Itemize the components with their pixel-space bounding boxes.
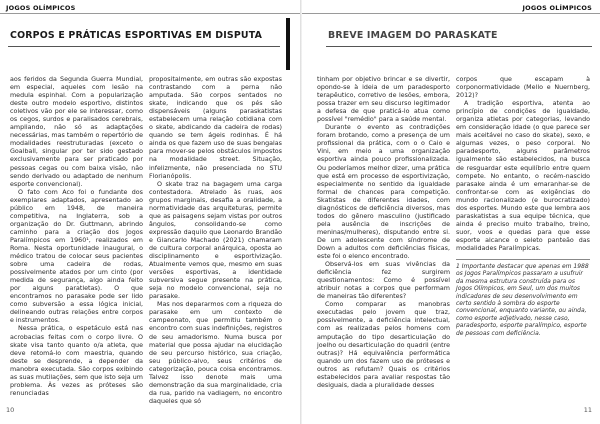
right-page: [302, 0, 600, 424]
paragraph: O skate traz na bagagem uma carga contestadora. Atrelado às ruas, aos grupos marginais, desafia a oralidade, a normatividade das arquiteturas, permite que as paisagens sejam vistas por outros ângulos, consolidando-se como expressão daquilo que Leonardo Brandão e Giancarlo Machado (2021) chamaram de cultura corporal anárquica, oposta ao disciplinamento e esportivização. Atualmente vemos que, mesmo em suas versões esportivas, a identidade subversiva segue presente na prática, seja no modelo convencional, seja no parasake.: [149, 180, 282, 301]
text-column-1: [10, 76, 143, 398]
text-column-4: [456, 76, 590, 253]
paragraph: corpos que escapam à corponormatividade (Mello e Nuernberg, 2012)?: [456, 76, 590, 100]
page-number: 11: [583, 406, 592, 414]
title-rule: [326, 46, 592, 47]
page-number: 10: [6, 406, 15, 414]
header-rule: [0, 13, 302, 14]
paragraph: aos feridos da Segunda Guerra Mundial, em especial, aqueles com lesão na medula espinhal. Com a popularização deste outro modelo esportivo, distintos coletivos vão por ele se interessar, como os cegos, surdos e paralisados cerebrais, ampliando, não só as adaptações necessárias, mas também o repertório de modalidades reestruturadas (exceto o Goalball, singular por ter sido gestado exclusivamente para ser praticado por pessoas cegas ou com baixa visão, não sendo derivado ou adaptado de nenhum esporte convencional).: [10, 76, 143, 188]
footnote-rule: [456, 259, 590, 260]
paragraph: Mas nos depararmos com a riqueza do parasake em um contexto de campeonato, que permitiu também o encontro com suas indefinições, registros de seu amadorismo. Numa busca por material que possa ajudar na elucidação de seu percurso histórico, sua criação, seu público-alvo, seus critérios de categorização, pouca coisa encontramos. Talvez isso denote mais uma demonstração da sua marginalidade, cria da rua, parido na vadiagem, no encontro daqueles que só: [149, 301, 282, 405]
paragraph: A tradição esportiva, atenta ao princípio de condições de igualdade, organiza atletas por categorias, levando em consideração idade (o que parece ser mais aceitável no caso do skate), sexo, e algumas vezes, o peso corporal. No paradesporto, alguns parâmetros igualmente são estabelecidos, na busca de resguardar este equilíbrio entre quem compete. No entanto, o recém-nascido parasake ainda é um emaranhar-se de confrontar-se com as exigências do mundo racionalizado (e burocratizado) dos esportes. Mundo este que lembra aos paraskatistas a sua equipe técnica, que ainda é preciso muito trabalho, treino, suor, voos e quedas para que esse esporte alcance o seleto panteão das modalidades Paralímpicas.: [456, 100, 590, 252]
paragraph: tinham por objetivo brincar e se divertir, opondo-se à ideia de um paradesporto terapêutico, corretivo de lesões, embora, possa trazer em seu discurso legitimador a defesa de que praticá-lo atua como possível "remédio" para a saúde mental.: [317, 76, 450, 124]
paragraph: Durante o evento as contradições foram brotando, como a presença de um profissional da prática, com o o Caio e Vini, em meio a uma organização esportiva ainda pouco profissionalizada. Ou poderíamos melhor dizer, uma prática que está em processo de esportivização, especialmente no sentido da igualdade formal de chances para competição. Skatistas de diferentes idades, com diagnósticos de deficiência diversos, mas todos do gênero masculino (justificado pela ausência de inscrições de meninas/mulheres), disputando entre si. De um adolescente com síndrome de Down a adultos com deficiências físicas, este foi o elenco encontrado.: [317, 124, 450, 261]
paragraph: Observá-los em suas vivências da deficiência fez surgirem questionamentos: Como é possível atribuir notas a corpos que performam de maneiras tão diferentes?: [317, 261, 450, 301]
title-accent-bar: [286, 18, 290, 70]
text-column-3: [317, 76, 450, 390]
section-title: CORPOS E PRÁTICAS ESPORTIVAS EM DISPUTA: [10, 30, 263, 41]
running-head: JOGOS OLÍMPICOS: [6, 4, 76, 12]
section-title: BREVE IMAGEM DO PARASKATE: [328, 30, 498, 41]
title-rule: [8, 46, 280, 47]
running-head: JOGOS OLÍMPICOS: [522, 4, 592, 12]
header-rule: [302, 13, 600, 14]
paragraph: propositalmente, em outras são expostas contrastando com a perna não amputada. São corpos sentados no skate, indicando que os pés são dispensáveis (alguns paraskatistas estabelecem uma relação cotidiana com o skate, abdicando da cadeira de rodas) quando se tem ágeis rodinhas. É há ainda os que fazem uso de suas bengalas para mover-se pelos obstáculos impostos na modalidade street. Situação, infelizmente, não presenciada no STU Florianópolis.: [149, 76, 282, 180]
text-column-2: [149, 76, 282, 406]
paragraph: Nessa prática, o espetáculo está nas acrobacias feitas com o corpo livre. O skate visa tanto quanto o/a atleta, que deve retomá-lo com maestria, quando deste se desprende, a depender da manobra executada. São corpos exibindo as suas mutilações, sem que isto seja um problema. Às vezes as próteses são renunciadas: [10, 325, 143, 397]
paragraph: Como comparar as manobras executadas pelo jovem que traz, possivelmente, a deficiência intelectual, com as realizadas pelos homens com amputação do tipo desarticulação do joelho ou desarticulação do quadril (entre outras)? Há equivalência performática quando um dos fazem uso de próteses e outros as refutam? Quais os critérios estabelecidos para avaliar respostas tão desiguais, dada a pluralidade desses: [317, 301, 450, 389]
footnote: 1 Importante destacar que apenas em 1988 os Jogos Paralímpicos passaram a usufruir da mesma estrutura construída para os Jogos Olímpicos, em Seul, um dos muitos indicadores de seu desenvolvimento em certo sentido à sombra do esporte convencional, enquanto variante, ou ainda, como esporte adjetivado, nesse caso, paradesporto, esporte paralímpico, esporte de pessoas com deficiência.: [456, 263, 589, 337]
paragraph: O fato com Aco foi o fundante dos exemplares adaptados, apresentado ao público em 1948, de maneira competitiva, na Inglaterra, sob a organização do Dr. Guttmann, abrindo caminho para a criação dos Jogos Paralímpicos em 1960¹, realizados em Roma. Nesta oportunidade inaugural, o médico tratou de colocar seus pacientes sobre uma cadeira de rodas, possivelmente atados por um cinto (por medida de segurança, algo ainda feito por alguns paratletas). O que encontramos no parasake pode ser lido como subversão a essa lógica inicial, delineando outras relações entre corpos e instrumentos.: [10, 188, 143, 325]
